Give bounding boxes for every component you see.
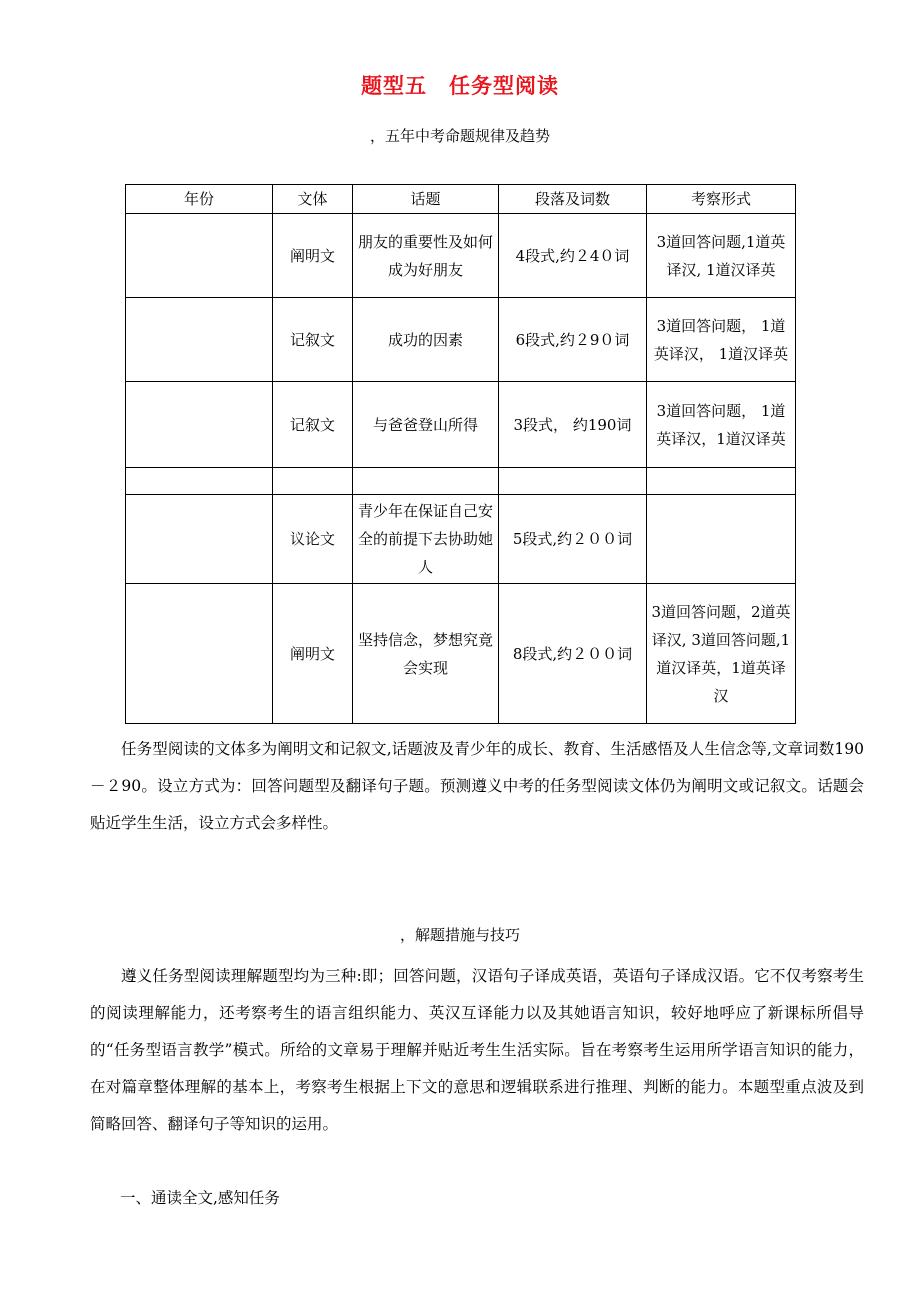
cell-genre: 阐明文	[273, 214, 353, 298]
header-year: 年份	[126, 185, 273, 214]
cell-length: 8段式,约２００词	[499, 584, 647, 724]
table-row	[126, 214, 796, 298]
header-form: 考察形式	[647, 185, 796, 214]
cell-length: 6段式,约２9０词	[499, 298, 647, 382]
cell-year	[126, 214, 273, 298]
cell-length: 4段式,约２4０词	[499, 214, 647, 298]
section-heading-trends: ，五年中考命题规律及趋势	[369, 127, 550, 145]
table-row	[126, 468, 796, 495]
cell-topic: 青少年在保证自己安全的前提下去协助她人	[353, 495, 499, 584]
table-row	[126, 495, 796, 584]
header-length: 段落及词数	[499, 185, 647, 214]
cell-form	[647, 495, 796, 584]
cell-genre	[273, 468, 353, 495]
cell-length	[499, 468, 647, 495]
cell-genre: 议论文	[273, 495, 353, 584]
table-row	[126, 298, 796, 382]
cell-length: 5段式,约２００词	[499, 495, 647, 584]
exam-trend-table	[125, 184, 796, 724]
cell-form	[647, 468, 796, 495]
cell-year	[126, 584, 273, 724]
page-title: 题型五 任务型阅读	[361, 74, 559, 98]
step-one-heading: 一、通读全文,感知任务	[120, 1189, 280, 1207]
cell-genre: 记叙文	[273, 298, 353, 382]
cell-form: 3道回答问题，2道英译汉, 3道回答问题,1道汉译英，1道英译汉	[647, 584, 796, 724]
cell-topic: 坚持信念，梦想究竟会实现	[353, 584, 499, 724]
cell-topic: 朋友的重要性及如何成为好朋友	[353, 214, 499, 298]
cell-topic: 与爸爸登山所得	[353, 382, 499, 468]
table-header-row	[126, 185, 796, 214]
table-row	[126, 584, 796, 724]
cell-length: 3段式， 约190词	[499, 382, 647, 468]
cell-topic	[353, 468, 499, 495]
section-heading-methods: ，解题措施与技巧	[399, 926, 520, 944]
table-row	[126, 382, 796, 468]
header-topic: 话题	[353, 185, 499, 214]
cell-genre: 记叙文	[273, 382, 353, 468]
cell-year	[126, 495, 273, 584]
cell-topic: 成功的因素	[353, 298, 499, 382]
method-paragraph: 遵义任务型阅读理解题型均为三种:即；回答问题，汉语句子译成英语，英语句子译成汉语。它不仅考察考生的阅读理解能力，还考察考生的语言组织能力、英汉互译能力以及其她语言知识，较好地呼应了新课标所倡导的“任务型语言教学”模式。所给的文章易于理解并贴近考生生活实际。旨在考察考生运用所学语言知识的能力，在对篇章整体理解的基本上，考察考生根据上下文的意思和逻辑联系进行推理、判断的能力。本题型重点波及到简略回答、翻译句子等知识的运用。	[90, 967, 864, 1133]
cell-form: 3道回答问题， 1道英译汉，1道汉译英	[647, 382, 796, 468]
cell-year	[126, 382, 273, 468]
cell-form: 3道回答问题,1道英译汉, 1道汉译英	[647, 214, 796, 298]
cell-year	[126, 468, 273, 495]
cell-year	[126, 298, 273, 382]
summary-paragraph: 任务型阅读的文体多为阐明文和记叙文,话题波及青少年的成长、教育、生活感悟及人生信念等,文章词数190－２90。设立方式为：回答问题型及翻译句子题。预测遵义中考的任务型阅读文体仍为阐明文或记叙文。话题会贴近学生生活，设立方式会多样性。	[90, 740, 864, 832]
cell-genre: 阐明文	[273, 584, 353, 724]
header-genre: 文体	[273, 185, 353, 214]
cell-form: 3道回答问题， 1道英译汉， 1道汉译英	[647, 298, 796, 382]
